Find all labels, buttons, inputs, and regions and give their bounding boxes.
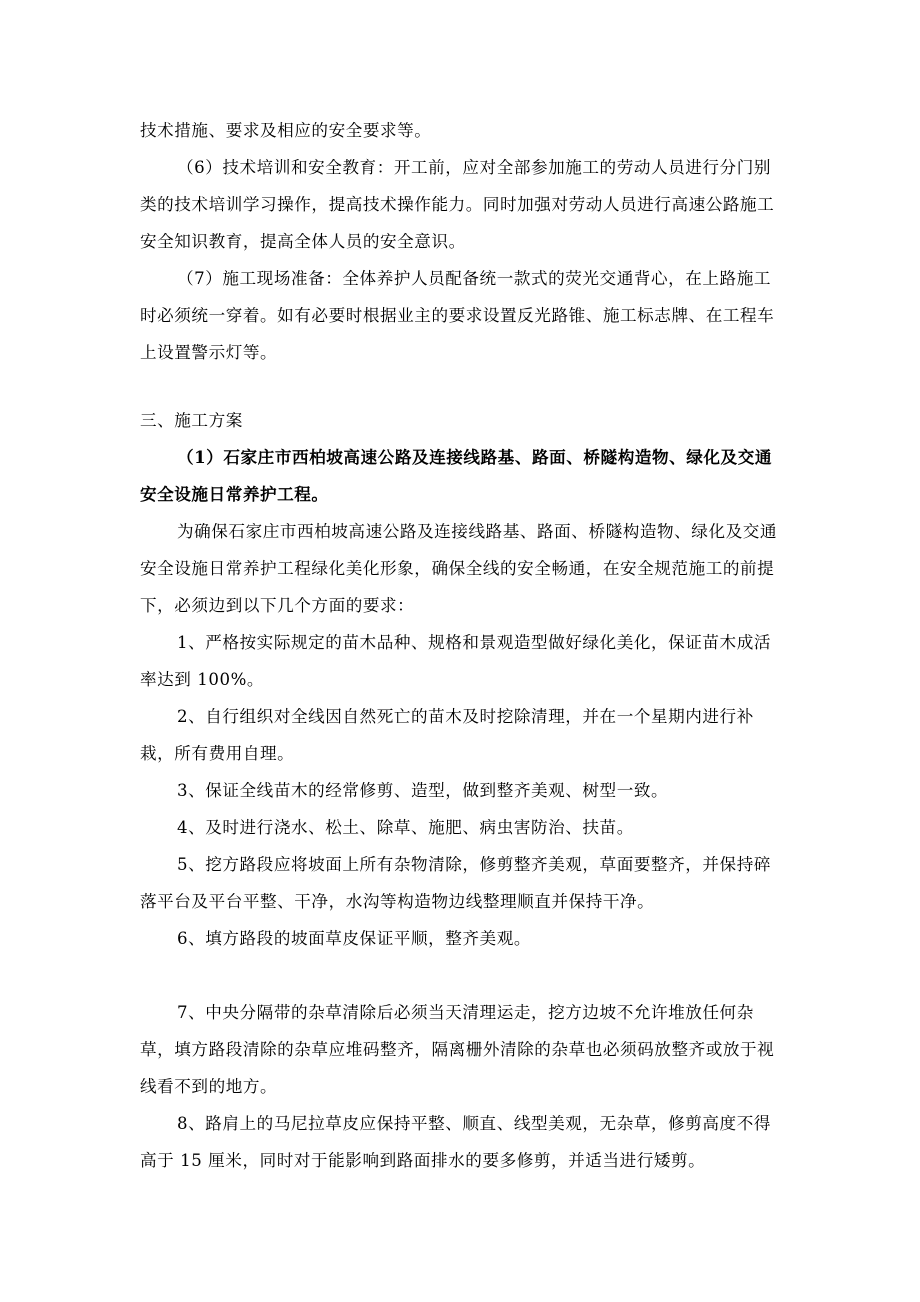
paragraph-continuation: 技术措施、要求及相应的安全要求等。 (140, 121, 432, 140)
list-item-4: 4、及时进行浇水、松土、除草、施肥、病虫害防治、扶苗。 (177, 818, 634, 837)
paragraph-item-7: （7）施工现场准备：全体养护人员配备统一款式的荧光交通背心，在上路施工时必须统一穿着。如有必要时根据业主的要求设置反光路锥、施工标志牌、在工程车上设置警示灯等。 (140, 269, 775, 362)
list-item-2: 2、自行组织对全线因自然死亡的苗木及时挖除清理，并在一个星期内进行补栽，所有费用自理。 (140, 707, 754, 763)
list-item-8: 8、路肩上的马尼拉草皮应保持平整、顺直、线型美观，无杂草，修剪高度不得高于 15 厘米，同时对于能影响到路面排水的要多修剪，并适当进行矮剪。 (140, 1114, 771, 1170)
subsection-heading: （1）石家庄市西柏坡高速公路及连接线路基、路面、桥隧构造物、绿化及交通安全设施日常养护工程。 (140, 447, 772, 504)
list-item-5: 5、挖方路段应将坡面上所有杂物清除，修剪整齐美观，草面要整齐，并保持碎落平台及平台平整、干净，水沟等构造物边线整理顺直并保持干净。 (140, 855, 771, 911)
list-item-6: 6、填方路段的坡面草皮保证平顺，整齐美观。 (177, 929, 531, 948)
list-item-3: 3、保证全线苗木的经常修剪、造型，做到整齐美观、树型一致。 (177, 781, 669, 800)
list-item-1: 1、严格按实际规定的苗木品种、规格和景观造型做好绿化美化，保证苗木成活率达到 100%。 (140, 633, 771, 689)
paragraph-item-6: （6）技术培训和安全教育：开工前，应对全部参加施工的劳动人员进行分门别类的技术培训学习操作，提高技术操作能力。同时加强对劳动人员进行高速公路施工安全知识教育，提高全体人员的安全意识。 (140, 158, 775, 251)
list-item-7: 7、中央分隔带的杂草清除后必须当天清理运走，挖方边坡不允许堆放任何杂草，填方路段清除的杂草应堆码整齐，隔离栅外清除的杂草也必须码放整齐或放于视线看不到的地方。 (140, 1003, 775, 1096)
section-heading: 三、施工方案 (140, 411, 243, 430)
paragraph-intro: 为确保石家庄市西柏坡高速公路及连接线路基、路面、桥隧构造物、绿化及交通安全设施日常养护工程绿化美化形象，确保全线的安全畅通，在安全规范施工的前提下，必须边到以下几个方面的要求： (140, 522, 778, 615)
